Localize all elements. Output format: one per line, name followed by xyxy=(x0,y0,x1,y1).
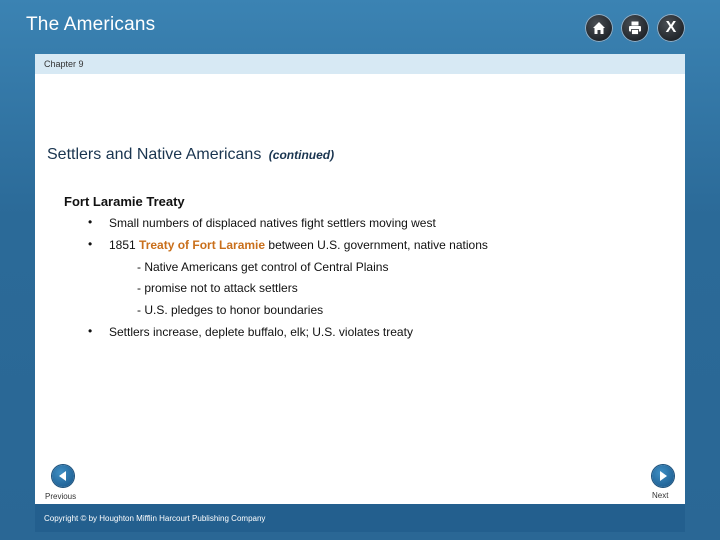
print-icon xyxy=(627,20,643,36)
close-icon: X xyxy=(665,19,677,36)
bullet-marker: • xyxy=(88,324,93,338)
bullet-item xyxy=(109,238,488,252)
next-button[interactable] xyxy=(652,465,674,487)
arrow-right-icon xyxy=(652,465,674,487)
bullet-item: Small numbers of displaced natives fight settlers moving west xyxy=(109,216,436,230)
slide-title-suffix: (continued) xyxy=(268,148,335,162)
home-icon xyxy=(591,20,607,36)
slide-title-text: Settlers and Native Americans xyxy=(47,146,262,163)
close-button[interactable] xyxy=(657,14,685,42)
home-button[interactable] xyxy=(585,14,613,42)
sub-point: - promise not to attack settlers xyxy=(137,281,298,295)
copyright-text: Copyright © by Houghton Mifflin Harcourt Publishing Company xyxy=(44,514,266,523)
slide-title xyxy=(47,146,334,164)
footer-bar xyxy=(35,504,685,532)
arrow-left-icon xyxy=(52,465,74,487)
print-button[interactable] xyxy=(621,14,649,42)
slide-content xyxy=(35,54,685,532)
chapter-bar xyxy=(35,54,685,74)
section-heading: Fort Laramie Treaty xyxy=(64,194,185,209)
bullet-marker: • xyxy=(88,237,93,251)
bullet-text: 1851 xyxy=(109,238,140,252)
bullet-text: between U.S. government, native nations xyxy=(265,238,488,252)
next-label[interactable]: Next xyxy=(652,491,669,500)
app-title: The Americans xyxy=(26,14,156,35)
previous-label[interactable]: Previous xyxy=(45,492,77,501)
bullet-item: Settlers increase, deplete buffalo, elk; U.S. violates treaty xyxy=(109,325,413,339)
bullet-marker: • xyxy=(88,215,93,229)
previous-button[interactable] xyxy=(52,465,74,487)
sub-point: - U.S. pledges to honor boundaries xyxy=(137,303,324,317)
treaty-link[interactable]: Treaty of Fort Laramie xyxy=(139,238,266,252)
sub-point: - Native Americans get control of Central Plains xyxy=(137,260,389,274)
chapter-label: Chapter 9 xyxy=(44,59,84,69)
